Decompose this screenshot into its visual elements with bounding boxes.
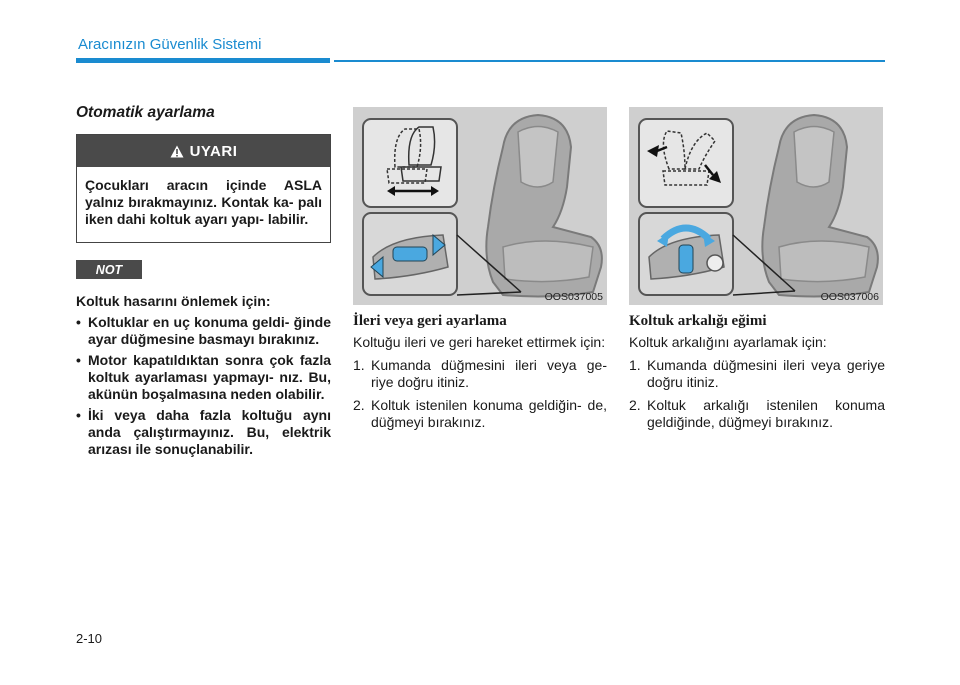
bullet-dot: • (76, 314, 81, 330)
step-number: 1. (629, 357, 641, 373)
step-text: Koltuk istenilen konuma geldiğin- de, düğmeyi bırakınız. (371, 397, 607, 430)
step-number: 1. (353, 357, 365, 373)
note-body (76, 293, 331, 458)
warning-triangle-icon (170, 145, 184, 158)
step-item (353, 397, 607, 431)
forward-backward-steps (353, 357, 607, 431)
forward-backward-intro: Koltuğu ileri ve geri hareket ettirmek için: (353, 334, 606, 350)
note-intro: Koltuk hasarını önlemek için: (76, 293, 271, 309)
note-bullet-text: İki veya daha fazla koltuğu aynı anda çalıştırmayınız. Bu, elektrik arızası ile sonuçlanabilir. (88, 407, 331, 457)
recline-title: Koltuk arkalığı eğimi (629, 313, 767, 329)
recline-intro: Koltuk arkalığını ayarlamak için: (629, 334, 827, 350)
note-bullet-text: Koltuklar en uç konuma geldi- ğinde ayar düğmesine basmayı bırakınız. (88, 314, 331, 347)
seat-slide-illustration (353, 107, 607, 305)
header-rule-thick (76, 58, 330, 63)
note-tag: NOT (76, 260, 142, 279)
figure-code: OOS037006 (820, 291, 879, 303)
bullet-dot: • (76, 352, 81, 368)
step-text: Kumanda düğmesini ileri veya geriye doğru itiniz. (647, 357, 885, 390)
step-item (353, 357, 607, 391)
section-title: Otomatik ayarlama (76, 104, 215, 121)
bullet-dot: • (76, 407, 81, 423)
header-rule-thin (334, 60, 885, 62)
warning-header (77, 135, 330, 167)
note-bullet (76, 352, 331, 403)
step-text: Koltuk arkalığı istenilen konuma geldiğinde, düğmeyi bırakınız. (647, 397, 885, 430)
step-text: Kumanda düğmesini ileri veya ge- riye doğru itiniz. (371, 357, 607, 390)
middle-column (353, 313, 607, 437)
warning-text: Çocukları aracın içinde ASLA yalnız bırakmayınız. Kontak ka- palı iken dahi koltuk ayarı yapı- labilir. (85, 177, 322, 227)
step-item (629, 397, 885, 431)
forward-backward-title: İleri veya geri ayarlama (353, 313, 507, 329)
step-item (629, 357, 885, 391)
figure-code: OOS037005 (544, 291, 603, 303)
seat-recline-illustration (629, 107, 883, 305)
note-bullet (76, 407, 331, 458)
note-bullet (76, 314, 331, 348)
page-number: 2-10 (76, 631, 103, 646)
step-number: 2. (353, 397, 365, 413)
warning-label: UYARI (189, 142, 238, 160)
left-column (76, 104, 331, 458)
figure-seat-slide (353, 107, 607, 305)
recline-steps (629, 357, 885, 431)
header-title: Aracınızın Güvenlik Sistemi (78, 36, 262, 53)
note-bullet-text: Motor kapatıldıktan sonra çok fazla koltuk ayarlaması yapmayı- nız. Bu, akünün boşalmasına neden olabilir. (88, 352, 331, 402)
warning-box (76, 134, 331, 243)
right-column (629, 313, 885, 437)
step-number: 2. (629, 397, 641, 413)
figure-seat-recline (629, 107, 883, 305)
